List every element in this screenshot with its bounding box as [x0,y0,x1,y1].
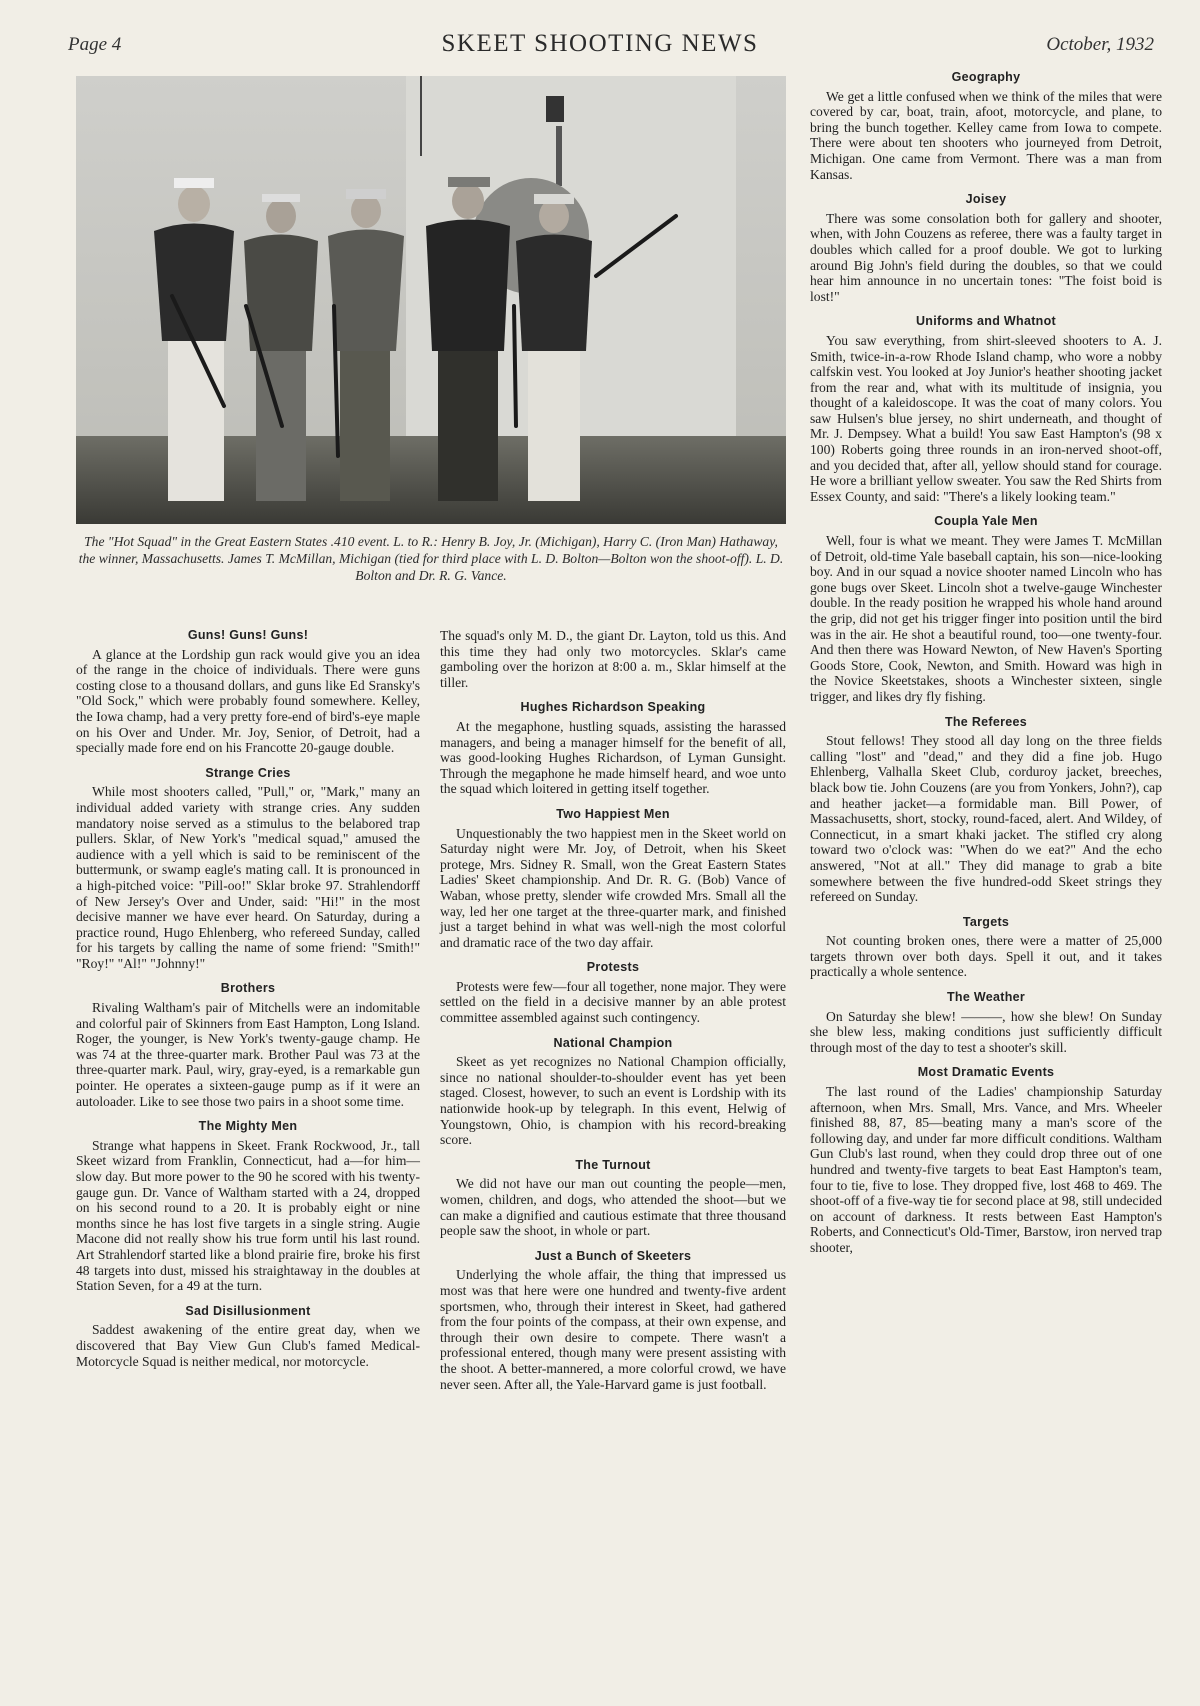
paragraph: There was some consolation both for gallery and shooter, when, with John Couzens as referee, there was a faulty target in doubles which called for a proof double. We got to lurking around Big John's field during the doubles, so that we could hear him announce in no uncertain tones: "The foist boid is lost!" [810,210,1162,304]
heading-targets: Targets [962,914,1010,929]
heading-brothers: Brothers [220,981,276,996]
page-number: Page 4 [68,34,122,55]
column-3 [810,70,1162,1256]
paragraph: On Saturday she blew! ———, how she blew! On Sunday she blew less, making conditions just sufficiently difficult through most of the day to test a shooter's skill. [810,1008,1162,1055]
heading-weather: The Weather [946,990,1026,1005]
paragraph: The last round of the Ladies' championship Saturday afternoon, when Mrs. Small, Mrs. Vance, and Mrs. Wheeler finished 88, 87, 85—beating many a man's score of the following day, and under far more difficult conditions. Waltham Gun Club's last round, when they could drop three out of one hundred and twenty-five targets to beat East Hampton's team, four to tie, five to lose. They dropped five, lost 468 to 469. The shoot-off of a five-way tie for second place at 98, still undecided on account of darkness. It rests between East Hampton's Roberts, and Connecticut's Old-Timer, Barstow, iron nerved trap shooter, [810,1084,1162,1255]
paragraph: We did not have our man out counting the people—men, women, children, and dogs, who attended the shoot—but we can make a dignified and cautious estimate that three thousand people saw the shoot, in whole or part. [440,1176,786,1239]
heading-national-champion: National Champion [553,1035,673,1050]
heading-coupla-yale-men: Coupla Yale Men [934,514,1038,529]
publication-title: SKEET SHOOTING NEWS [441,30,759,57]
paragraph: Well, four is what we meant. They were James T. McMillan of Detroit, old-time Yale baseball captain, his son—nice-looking boy. And in our squad a novice shooter named Lincoln who has gone bugs over Skeet. Lincoln shot a twelve-gauge Winchester double. In the ready position he wrapped his whole hand around the grip, did not get his trigger finger into position until the bird was in the air. He shot a beautiful round, too—one twenty-four. And then there was Howard Newton, of New Haven's Sporting Goods Store, Cook, Newton, and Smith. Howard was high in the Novice Skeetstakes, shoots a Winchester sixteen, single trigger, and likes dry fly fishing. [810,533,1162,704]
issue-date: October, 1932 [1046,34,1154,55]
paragraph: You saw everything, from shirt-sleeved shooters to A. J. Smith, twice-in-a-row Rhode Island champ, who wore a nobby calfskin vest. You looked at Joy Junior's heather shooting jacket from the rear and, what with its multitude of insignia, you thought of a kaleidoscope. It was the coat of many colors. You saw Hulsen's blue jersey, no shirt underneath, and thought of Mr. J. Dempsey. What a build! You saw East Hampton's (98 x 100) Roberts going three rounds in an iron-nerved shoot-off, and you decided that, after all, yellow should stand for courage. He wore a brilliant yellow sweater. You saw the Red Shirts from Essex County, and said: "There's a likely looking team." [810,332,1162,504]
heading-joisey: Joisey [965,192,1007,207]
heading-most-dramatic-events: Most Dramatic Events [917,1065,1055,1080]
heading-bunch-of-skeeters: Just a Bunch of Skeeters [534,1248,692,1263]
heading-referees: The Referees [944,714,1028,729]
paragraph: While most shooters called, "Pull," or, "Mark," many an individual added variety with strange cries. Any sudden mandatory noise served as a stimulus to the belabored trap pullers. Sklar, of New York's "medical squad," amused the audience with a yell which is said to be reminiscent of the buttermunk, or swamp eagle's mating call. It is pronounced in a high-pitched voice: "Pill-oo!" Sklar broke 97. Strahlendorff of New Jersey's Over and Under, said: "Hi!" in the most decisive manner we have ever heard. On Saturday, during a practice round, Hugo Ehlenberg, who refereed Sunday, called for his targets by calling the name of some friend: "Smith!" "Roy!" "Al!" "Johnny!" [76,784,420,971]
heading-strange-cries: Strange Cries [205,765,291,780]
paragraph: Rivaling Waltham's pair of Mitchells were an indomitable and colorful pair of Skinners from East Hampton, Long Island. Roger, the younger, is New York's twenty-gauge champ. He was 74 at the three-quarter mark. Brother Paul was 73 at the three-quarter mark. Paul, wiry, gray-eyed, is a remarkable gun pointer. He operates a sixteen-gauge pump as if it were an autoloader. Like to see those two pairs in a shoot some time. [76,1000,420,1109]
column-2 [440,628,786,1392]
heading-two-happiest-men: Two Happiest Men [556,806,670,821]
paragraph: Stout fellows! They stood all day long on the three fields calling "lost" and "dead," and they did a fine job. Hugo Ehlenberg, Valhalla Skeet Club, corduroy jacket, breeches, black bow tie. John Couzens (are you from Yonkers, John?), cap and heather jacket—a formidable man. Bill Power, of Massachusetts, short, stocky, round-faced, alert. And Wildey, of Connecticut, in a smart khaki jacket. The stifled cry along toward two o'clock was: "When do we eat?" And the echo answered, "Not at all." They did manage to grab a bite somewhere between the five hundred-odd Skeet strings they refereed on Sunday. [810,733,1162,905]
paragraph: We get a little confused when we think of the miles that were covered by car, boat, train, afoot, motorcycle, and plane, to bring the bunch together. Kelley came from Iowa to compete. There were about ten shooters who journeyed from Detroit, Michigan. One came from Vermont. There was a man from Kansas. [810,88,1162,182]
paragraph: The squad's only M. D., the giant Dr. Layton, told us this. And this time they had only two motorcycles. Sklar's came gamboling over the horizon at 8:00 a. m., Sklar himself at the tiller. [440,628,786,690]
paragraph: Skeet as yet recognizes no National Champion officially, since no national shoulder-to-shoulder event has yet been staged. Closest, however, to such an event is Lordship with its nationwide hook-up by telegraph. In this event, Helwig of Youngstown, Ohio, is champion with his record-breaking score. [440,1054,786,1148]
heading-sad-disillusionment: Sad Disillusionment [185,1303,311,1318]
hot-squad-photo [76,76,786,524]
paragraph: Unquestionably the two happiest men in the Skeet world on Saturday night were Mr. Joy, of Detroit, when his Skeet protege, Mrs. Sidney R. Small, won the Great Eastern States Ladies' Skeet championship. And Dr. R. G. (Bob) Vance of Waban, whose pretty, slender wife crowded Mrs. Small all the way, led her one target at the three-quarter mark, and finished just a target behind in what was well-nigh the most colorful and dramatic race of the two day affair. [440,825,786,950]
paragraph: Not counting broken ones, there were a matter of 25,000 targets thrown over both days. Spell it out, and it takes practically a whole sentence. [810,933,1162,980]
heading-geography: Geography [951,70,1021,84]
paragraph: Strange what happens in Skeet. Frank Rockwood, Jr., tall Skeet wizard from Franklin, Connecticut, had a—for him—slow day. But more power to the 90 he scored with his twenty-gauge gun. Dr. Vance of Waltham started with a 24, dropped on his second round to a 20. It is probably eight or nine months since he has lost five targets in a single string. Augie Macone did not really show his true form until his last round. Art Strahlendorf started like a blond prairie fire, broke his first 48 targets into dust, missed his straightaway in the doubles at Station Seven, for a 49 at the turn. [76,1137,420,1294]
heading-turnout: The Turnout [575,1157,651,1172]
heading-mighty-men: The Mighty Men [198,1119,298,1134]
heading-uniforms: Uniforms and Whatnot [915,314,1056,329]
paragraph: At the megaphone, hustling squads, assisting the harassed managers, and being a manager himself for the benefit of all, was good-looking Hughes Richardson, of Lyman Gunsight. Through the megaphone he made himself heard, and woe unto the squad which loitered in getting itself together. [440,718,786,797]
photo-caption: The "Hot Squad" in the Great Eastern States .410 event. L. to R.: Henry B. Joy, Jr. (Michigan), Harry C. (Iron Man) Hathaway, the winner, Massachusetts. James T. McMillan, Michigan (tied for third place with L. D. Bolton—Bolton won the shoot-off). L. D. Bolton and Dr. R. G. Vance. [78,534,784,583]
paragraph: Saddest awakening of the entire great day, when we discovered that Bay View Gun Club's famed Medical-Motorcycle Squad is neither medical, nor motorcycle. [76,1322,420,1369]
heading-protests: Protests [586,960,640,975]
page-header [0,30,1200,66]
paragraph: Underlying the whole affair, the thing that impressed us most was that here were one hundred and twenty-five ardent sportsmen, who, through their interest in Skeet, had gathered from the four points of the compass, at their own expense, and through their own desire to compete. There wasn't a professional entered, though many were present assisting with the shoot. A better-mannered, a more colorful crowd, we have never seen. After all, the Yale-Harvard game is just football. [440,1267,786,1392]
heading-guns: Guns! Guns! Guns! [187,628,309,642]
paragraph: A glance at the Lordship gun rack would give you an idea of the range in the choice of individuals. There were guns costing close to a thousand dollars, and guns like Ed Sransky's "Old Sock," which were probably found somewhere. Kelley, the Iowa champ, had a very pretty fore-end of bird's-eye maple on his Over and Under. Mr. Joy, Senior, of Detroit, had a specially made fore end on his Francotte 20-gauge double. [76,646,420,756]
heading-hughes-richardson: Hughes Richardson Speaking [520,700,706,715]
paragraph: Protests were few—four all together, none major. They were settled on the field in a decisive manner by an able protest committee assembled against such contingency. [440,978,786,1026]
column-1 [76,628,420,1369]
